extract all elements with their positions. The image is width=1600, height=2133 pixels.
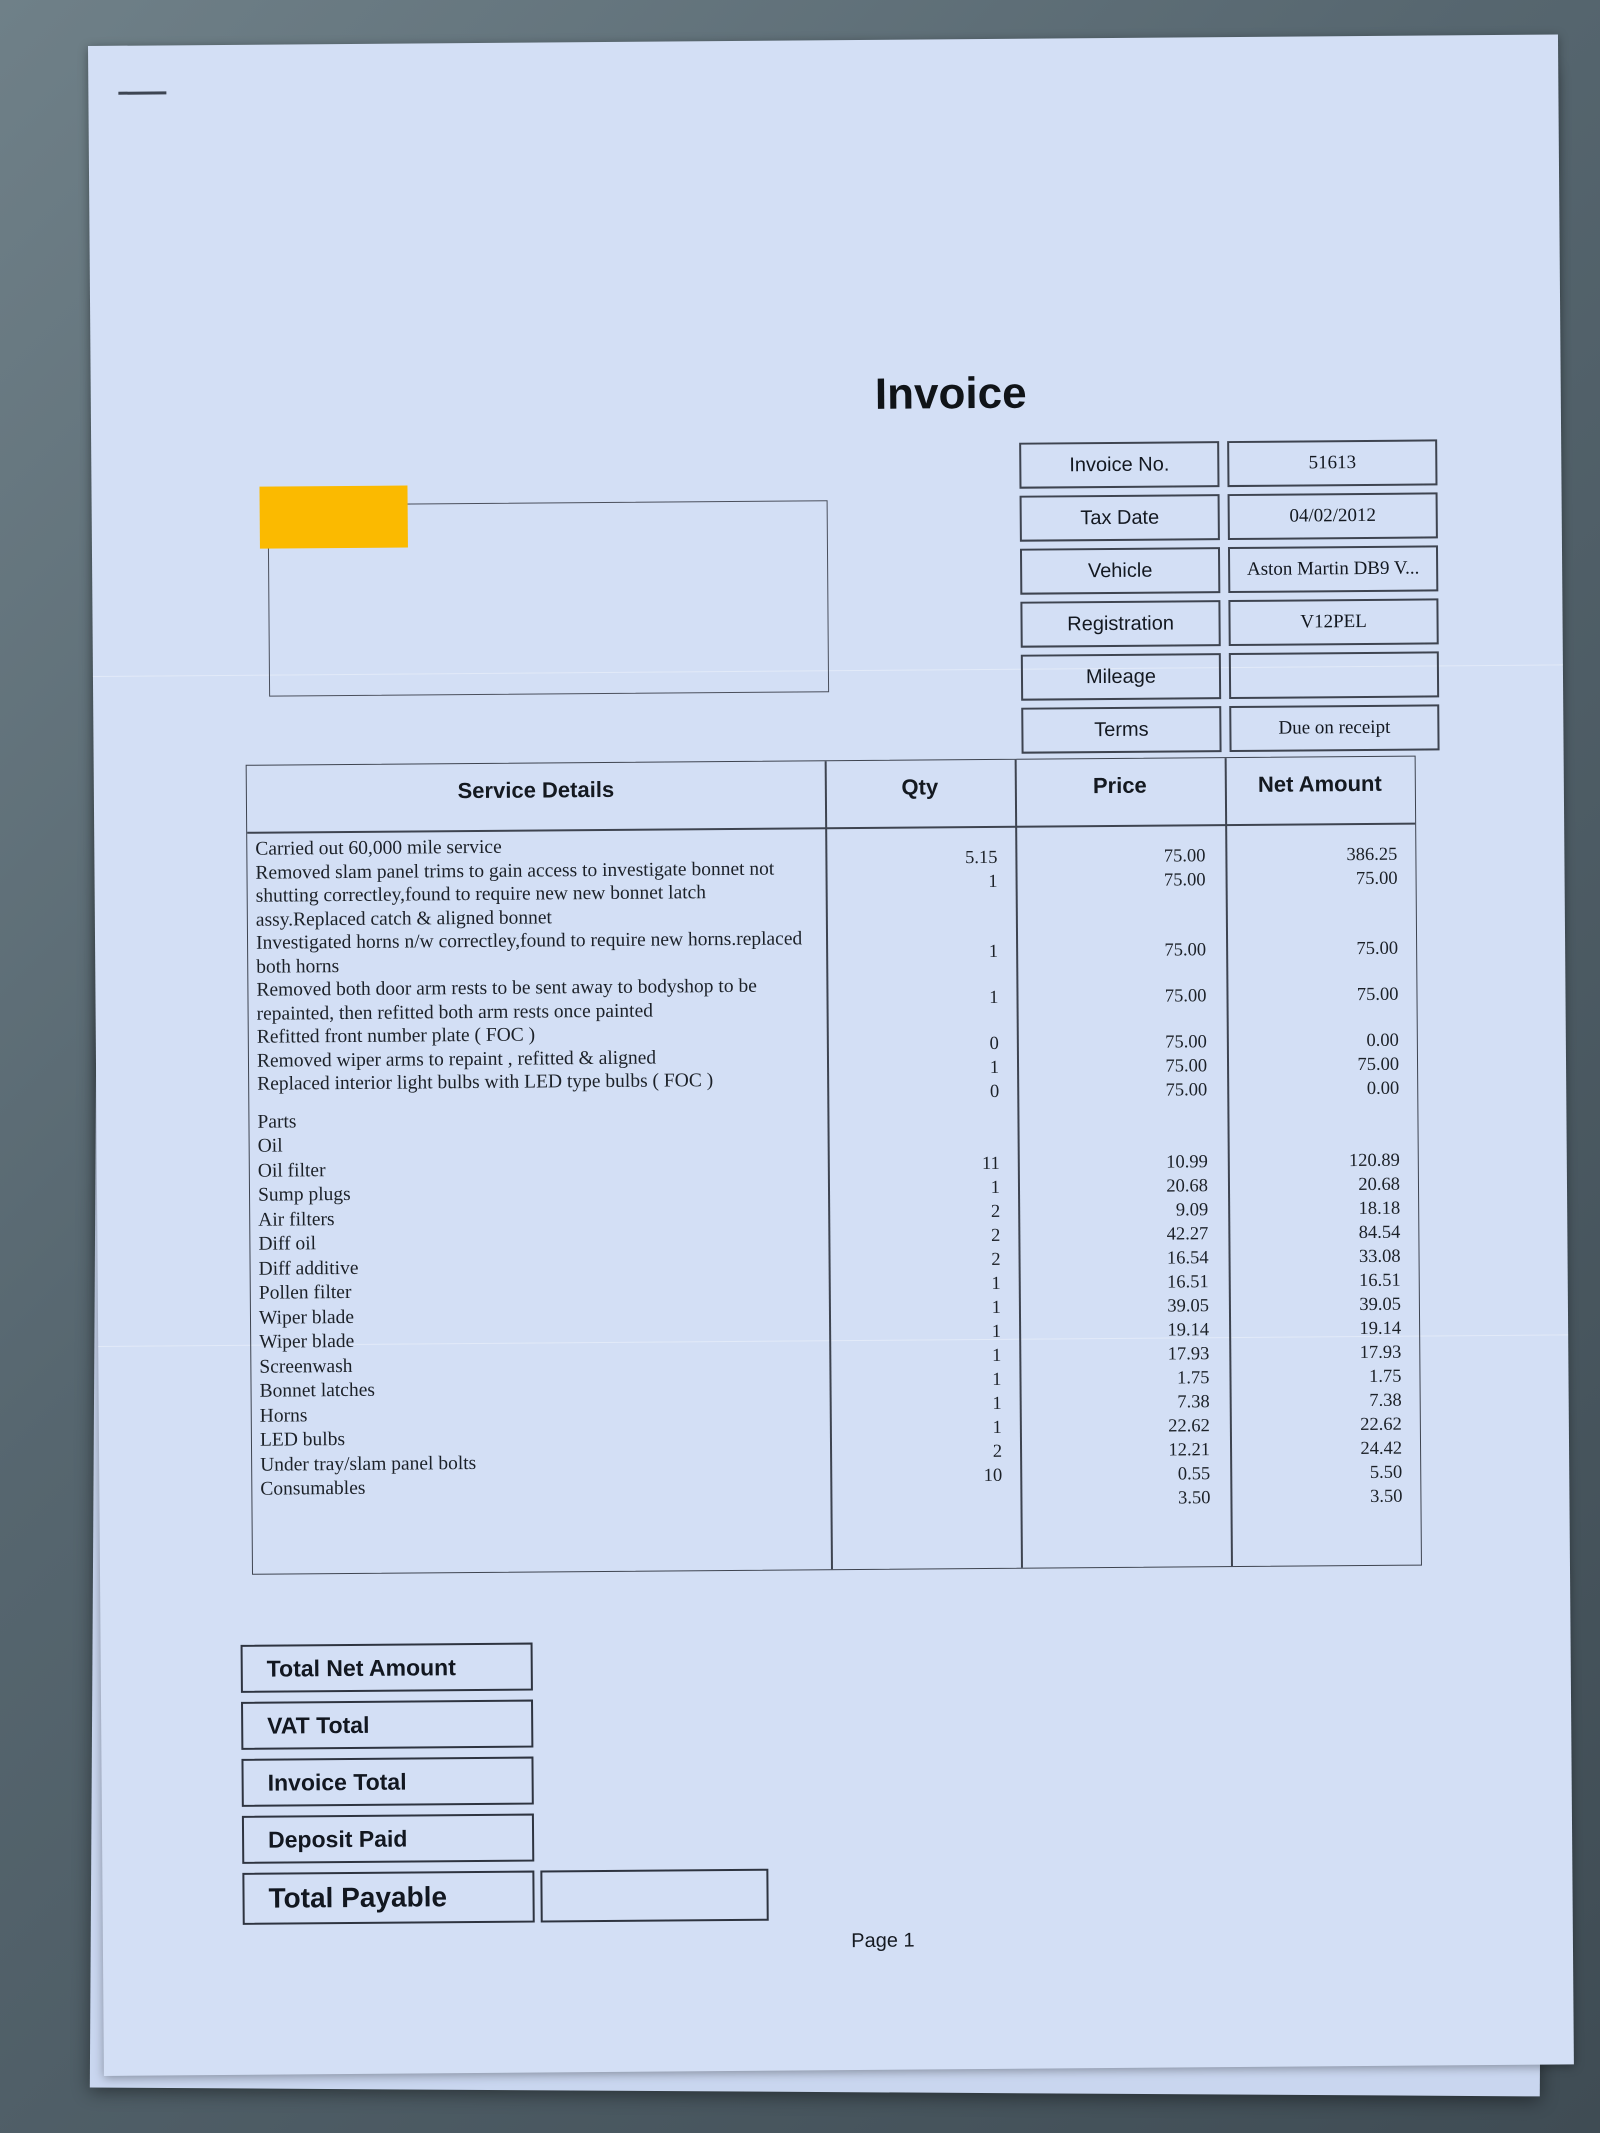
net-amount-column [1247, 843, 1402, 1510]
total-value [539, 1641, 767, 1691]
labour-net: 75.00 [1355, 868, 1398, 890]
info-value: Due on receipt [1229, 704, 1439, 752]
info-value: V12PEL [1228, 598, 1438, 646]
header-service-details: Service Details [457, 776, 615, 804]
header-divider [247, 823, 1415, 834]
part-net: 39.05 [1359, 1294, 1402, 1316]
part-qty: 1 [990, 1177, 1001, 1198]
service-line: Removed slam panel trims to gain access to investigate bonnet not shutting correctley,found to require new new bonnet latch assy.Replaced catch & aligned bonnet [255, 858, 775, 931]
page-number: Page 1 [851, 1929, 915, 1953]
part-net: 33.08 [1358, 1246, 1401, 1268]
header-price: Price [1092, 772, 1147, 799]
service-details-table [246, 756, 1422, 1575]
total-value [540, 1869, 768, 1923]
part-qty: 1 [991, 1321, 1002, 1342]
redaction-block [259, 486, 407, 549]
part-net: 84.54 [1358, 1222, 1401, 1244]
info-row-vehicle [1020, 545, 1438, 594]
labour-qty: 0 [989, 1081, 1000, 1102]
total-label: Invoice Total [241, 1757, 533, 1807]
labour-price: 75.00 [1164, 940, 1207, 961]
labour-price: 75.00 [1165, 1080, 1208, 1101]
total-label: VAT Total [241, 1700, 533, 1750]
info-row-registration [1020, 598, 1438, 647]
labour-net: 75.00 [1356, 938, 1399, 960]
labour-qty: 5.15 [964, 847, 998, 869]
part-name: Wiper blade [259, 1330, 355, 1353]
total-value [539, 1698, 767, 1748]
info-row-invoice-no [1019, 439, 1437, 488]
part-name: Pollen filter [258, 1281, 352, 1304]
part-name: Air filters [258, 1208, 335, 1231]
info-label: Invoice No. [1019, 441, 1219, 489]
part-net: 7.38 [1369, 1390, 1402, 1411]
part-net: 1.75 [1369, 1366, 1402, 1387]
labour-net: 75.00 [1357, 1054, 1400, 1076]
labour-qty: 0 [989, 1033, 999, 1054]
labour-net: 75.00 [1356, 984, 1399, 1006]
price-column [1037, 844, 1210, 1511]
part-name: Under tray/slam panel bolts [260, 1452, 477, 1476]
total-row-net [241, 1641, 767, 1693]
part-qty: 10 [983, 1465, 1003, 1487]
labour-price: 75.00 [1165, 1056, 1208, 1077]
part-qty: 1 [991, 1297, 1002, 1318]
total-label: Total Payable [242, 1871, 534, 1925]
info-label: Registration [1020, 600, 1220, 648]
part-price: 3.50 [1177, 1488, 1211, 1509]
part-net: 24.42 [1360, 1438, 1403, 1460]
service-description-column [255, 833, 820, 1502]
qty-column [847, 846, 1002, 1513]
part-price: 39.05 [1167, 1296, 1210, 1317]
invoice-info-table [1019, 439, 1439, 760]
header-net-amount: Net Amount [1257, 770, 1382, 797]
part-net: 16.51 [1359, 1270, 1401, 1292]
part-qty: 2 [991, 1249, 1001, 1270]
info-row-tax-date [1020, 492, 1438, 541]
service-line: Removed both door arm rests to be sent away to bodyshop to be repainted, then refitted both arm rests once painted [256, 975, 757, 1025]
labour-qty: 1 [988, 941, 999, 962]
service-line: Removed wiper arms to repaint , refitted & aligned [256, 1047, 657, 1072]
part-qty [852, 1488, 1002, 1513]
labour-price: 75.00 [1163, 846, 1206, 867]
total-row-payable [242, 1869, 768, 1925]
part-net: 20.68 [1358, 1174, 1401, 1196]
part-qty: 1 [991, 1273, 1001, 1294]
info-value: 04/02/2012 [1228, 492, 1438, 540]
parts-heading: Parts [257, 1110, 297, 1133]
part-qty: 11 [981, 1153, 1000, 1175]
total-row-invoice [241, 1755, 767, 1807]
labour-price: 75.00 [1164, 986, 1207, 1007]
part-qty: 2 [991, 1225, 1001, 1246]
info-label: Terms [1021, 706, 1221, 754]
part-net: 120.89 [1348, 1150, 1400, 1172]
part-net: 19.14 [1359, 1318, 1402, 1340]
total-label: Total Net Amount [241, 1643, 533, 1693]
info-row-mileage [1021, 651, 1439, 700]
part-qty: 2 [992, 1441, 1003, 1462]
part-net: 22.62 [1360, 1414, 1402, 1436]
info-label: Vehicle [1020, 547, 1220, 595]
service-line: Replaced interior light bulbs with LED type bulbs ( FOC ) [257, 1070, 714, 1095]
part-name: LED bulbs [259, 1429, 346, 1451]
column-divider [1225, 758, 1233, 1566]
part-net: 18.18 [1358, 1198, 1401, 1220]
info-value: 51613 [1227, 439, 1437, 487]
total-row-deposit [242, 1812, 768, 1864]
labour-qty: 1 [989, 1057, 1000, 1078]
part-net: 5.50 [1369, 1462, 1403, 1483]
column-divider [1015, 760, 1023, 1568]
staple-mark [118, 91, 166, 94]
part-name: Oil filter [257, 1159, 326, 1182]
part-name: Diff oil [258, 1233, 317, 1255]
part-price: 22.62 [1168, 1416, 1210, 1437]
total-value [540, 1812, 768, 1862]
part-name: Horns [259, 1404, 308, 1427]
part-qty: 1 [991, 1345, 1002, 1366]
part-price: 0.55 [1177, 1464, 1211, 1485]
part-qty: 1 [992, 1393, 1002, 1414]
service-line: Refitted front number plate ( FOC ) [256, 1024, 536, 1048]
header-qty: Qty [901, 774, 939, 800]
part-price: 17.93 [1167, 1344, 1210, 1365]
info-row-terms [1021, 704, 1439, 753]
info-label: Tax Date [1020, 494, 1220, 542]
info-value [1229, 651, 1439, 699]
invoice-title: Invoice [874, 368, 1027, 419]
part-price: 7.38 [1177, 1392, 1210, 1413]
labour-qty: 1 [988, 871, 998, 892]
part-price: 19.14 [1167, 1320, 1210, 1341]
part-net: 17.93 [1359, 1342, 1402, 1364]
labour-net: 0.00 [1366, 1078, 1400, 1099]
part-price: 10.99 [1166, 1152, 1208, 1173]
total-label: Deposit Paid [242, 1814, 534, 1864]
part-name: Diff additive [258, 1257, 359, 1280]
part-name: Oil [257, 1135, 283, 1157]
invoice-page [88, 34, 1574, 2075]
labour-net: 0.00 [1366, 1030, 1399, 1051]
part-name: Wiper blade [258, 1306, 355, 1329]
labour-price: 75.00 [1165, 1032, 1207, 1053]
part-net: 3.50 [1369, 1486, 1403, 1507]
part-price: 20.68 [1166, 1176, 1209, 1197]
part-price: 9.09 [1175, 1200, 1209, 1221]
part-name: Screenwash [259, 1355, 353, 1378]
part-name: Bonnet latches [259, 1379, 375, 1402]
part-price: 16.54 [1166, 1248, 1209, 1269]
labour-net: 386.25 [1346, 844, 1398, 866]
part-qty: 1 [992, 1417, 1002, 1438]
totals-block [241, 1641, 769, 1934]
part-price: 16.51 [1167, 1272, 1209, 1293]
total-value [539, 1755, 767, 1805]
total-row-vat [241, 1698, 767, 1750]
part-qty: 1 [992, 1369, 1002, 1390]
service-line: Carried out 60,000 mile service [255, 836, 502, 860]
parts-list [257, 1106, 820, 1502]
info-label: Mileage [1021, 653, 1221, 701]
column-divider [825, 761, 833, 1569]
labour-price: 75.00 [1163, 870, 1206, 891]
part-qty: 2 [990, 1201, 1001, 1222]
part-price: 12.21 [1168, 1440, 1211, 1461]
part-price: 42.27 [1166, 1224, 1209, 1245]
labour-qty: 1 [989, 987, 999, 1008]
part-name: Sump plugs [257, 1183, 351, 1206]
info-value: Aston Martin DB9 V... [1228, 545, 1438, 593]
part-price: 1.75 [1177, 1368, 1210, 1389]
part-name: Consumables [260, 1477, 366, 1500]
service-line: Investigated horns n/w correctley,found to require new horns.replaced both horns [255, 928, 803, 978]
